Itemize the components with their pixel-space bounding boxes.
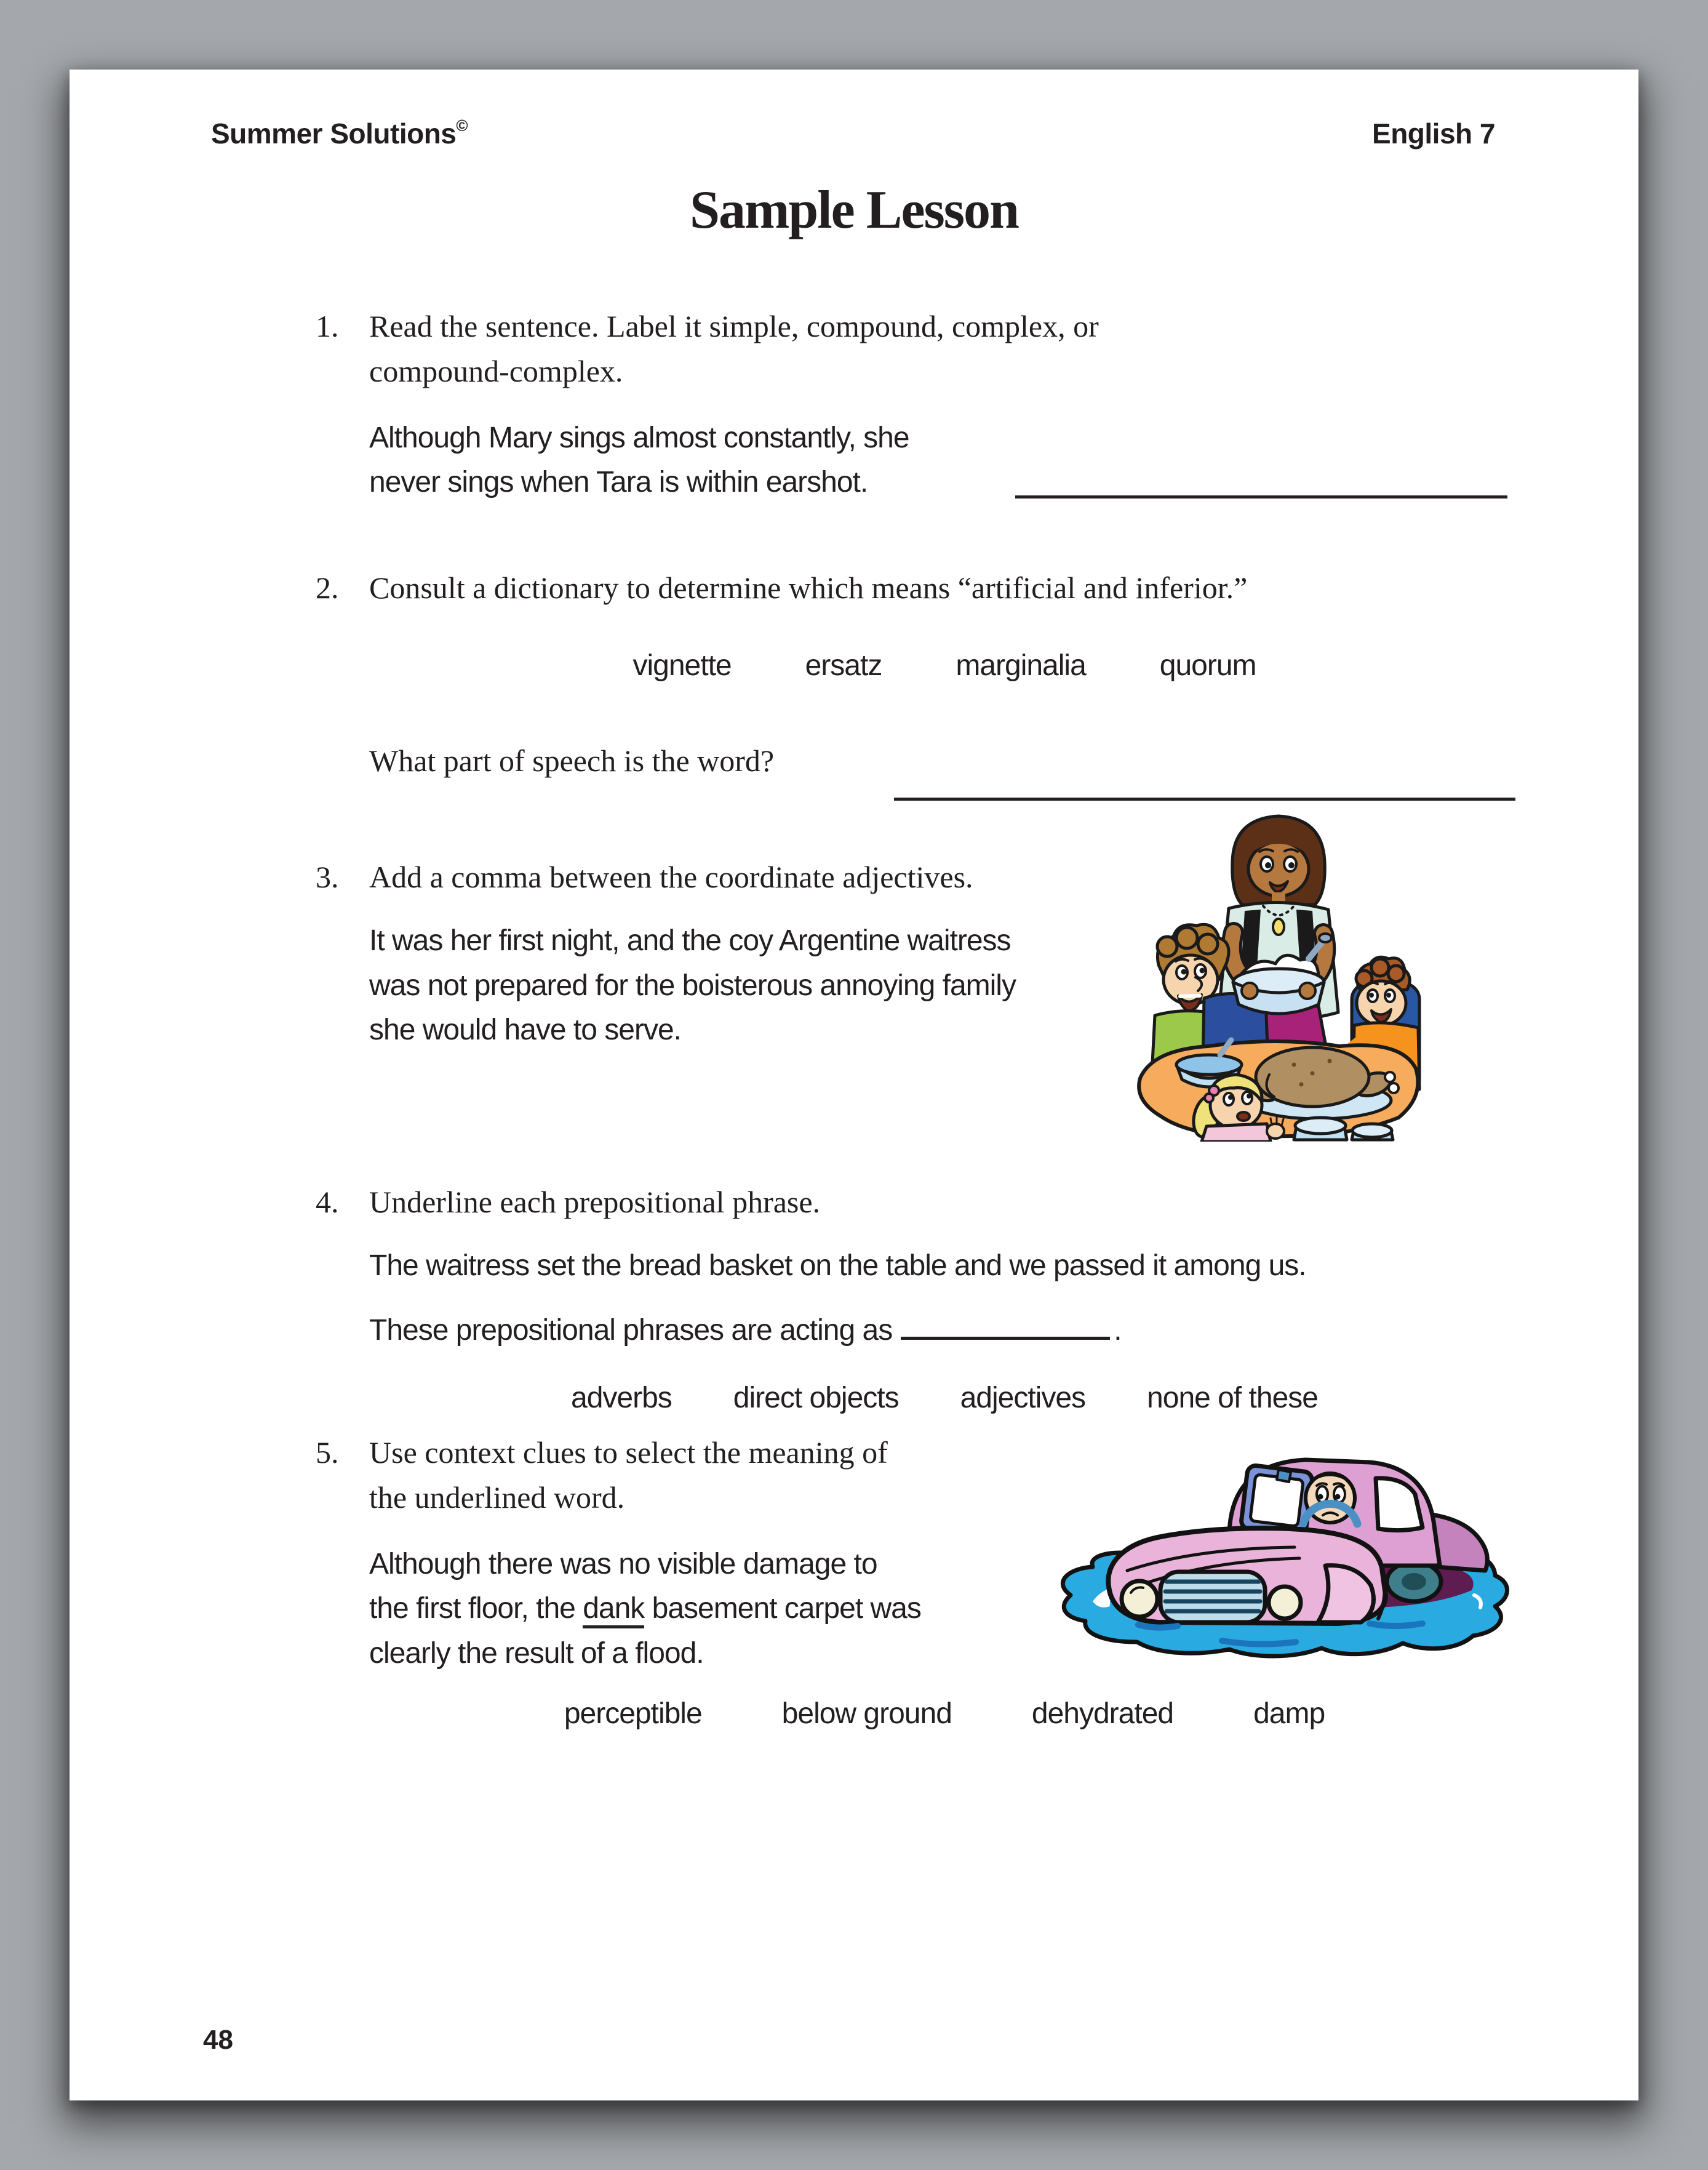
flooded-car-illustration <box>1034 1434 1517 1662</box>
family-dinner-illustration <box>1135 800 1421 1142</box>
question-1-answer-blank <box>1015 495 1507 498</box>
question-3-number: 3. <box>316 860 339 894</box>
option-ersatz: ersatz <box>805 649 882 682</box>
option-none-of-these: none of these <box>1147 1382 1318 1414</box>
question-4-followup-prefix: These prepositional phrases are acting as <box>369 1314 893 1347</box>
question-3-sentence-line-2: was not prepared for the boisterous annoying family <box>369 969 1016 1002</box>
option-below-ground: below ground <box>781 1697 952 1730</box>
underlined-word-dank: dank <box>583 1592 644 1628</box>
option-quorum: quorum <box>1159 649 1256 682</box>
question-4-sentence: The waitress set the bread basket on the table and we passed it among us. <box>369 1249 1306 1282</box>
question-5-sentence-line-2 <box>369 1594 921 1623</box>
page-number: 48 <box>203 2025 233 2055</box>
question-5-prompt-line-1: Use context clues to select the meaning of <box>369 1435 888 1470</box>
option-damp: damp <box>1253 1697 1325 1730</box>
question-5-sentence-line-1: Although there was no visible damage to <box>369 1548 877 1580</box>
question-5-options <box>369 1699 1520 1729</box>
question-3-prompt: Add a comma between the coordinate adjectives. <box>369 860 973 894</box>
question-3-sentence-line-1: It was her first night, and the coy Argentine waitress <box>369 924 1011 957</box>
question-4-inline-blank <box>901 1337 1110 1340</box>
question-4-followup-period: . <box>1114 1314 1122 1347</box>
option-dehydrated: dehydrated <box>1031 1697 1174 1730</box>
question-5-sentence-line-2-pre: the first floor, the <box>369 1592 583 1625</box>
question-1-sentence-line-2: never sings when Tara is within earshot. <box>369 466 868 498</box>
header-brand-text: Summer Solutions <box>211 118 457 150</box>
header-brand <box>211 117 468 150</box>
question-1-prompt-line-2: compound-complex. <box>369 354 623 388</box>
option-marginalia: marginalia <box>956 649 1086 682</box>
question-1-prompt-line-1: Read the sentence. Label it simple, compound, complex, or <box>369 309 1099 343</box>
question-5-sentence-line-2-post: basement carpet was <box>644 1592 921 1625</box>
question-3-sentence-line-3: she would have to serve. <box>369 1014 681 1046</box>
question-5-prompt-line-2: the underlined word. <box>369 1480 625 1515</box>
option-perceptible: perceptible <box>564 1697 702 1730</box>
option-direct-objects: direct objects <box>733 1382 899 1414</box>
question-4-followup <box>369 1316 1122 1345</box>
question-5-number: 5. <box>316 1435 339 1470</box>
question-4-number: 4. <box>316 1185 339 1219</box>
question-2-prompt: Consult a dictionary to determine which means “artificial and inferior.” <box>369 571 1248 605</box>
question-5-sentence-line-3: clearly the result of a flood. <box>369 1637 704 1670</box>
question-2-followup: What part of speech is the word? <box>369 743 775 778</box>
option-vignette: vignette <box>633 649 732 682</box>
worksheet-page <box>70 70 1638 2100</box>
option-adverbs: adverbs <box>571 1382 672 1414</box>
question-1-sentence-line-1: Although Mary sings almost constantly, she <box>369 422 909 454</box>
question-1-number: 1. <box>316 309 339 343</box>
copyright-symbol: © <box>456 116 468 135</box>
question-4-options <box>369 1383 1520 1413</box>
question-4-prompt: Underline each prepositional phrase. <box>369 1185 821 1219</box>
question-2-number: 2. <box>316 571 339 605</box>
page-title: Sample Lesson <box>690 180 1018 240</box>
header-course: English 7 <box>1372 118 1495 150</box>
question-2-options <box>369 651 1520 681</box>
option-adjectives: adjectives <box>960 1382 1086 1414</box>
